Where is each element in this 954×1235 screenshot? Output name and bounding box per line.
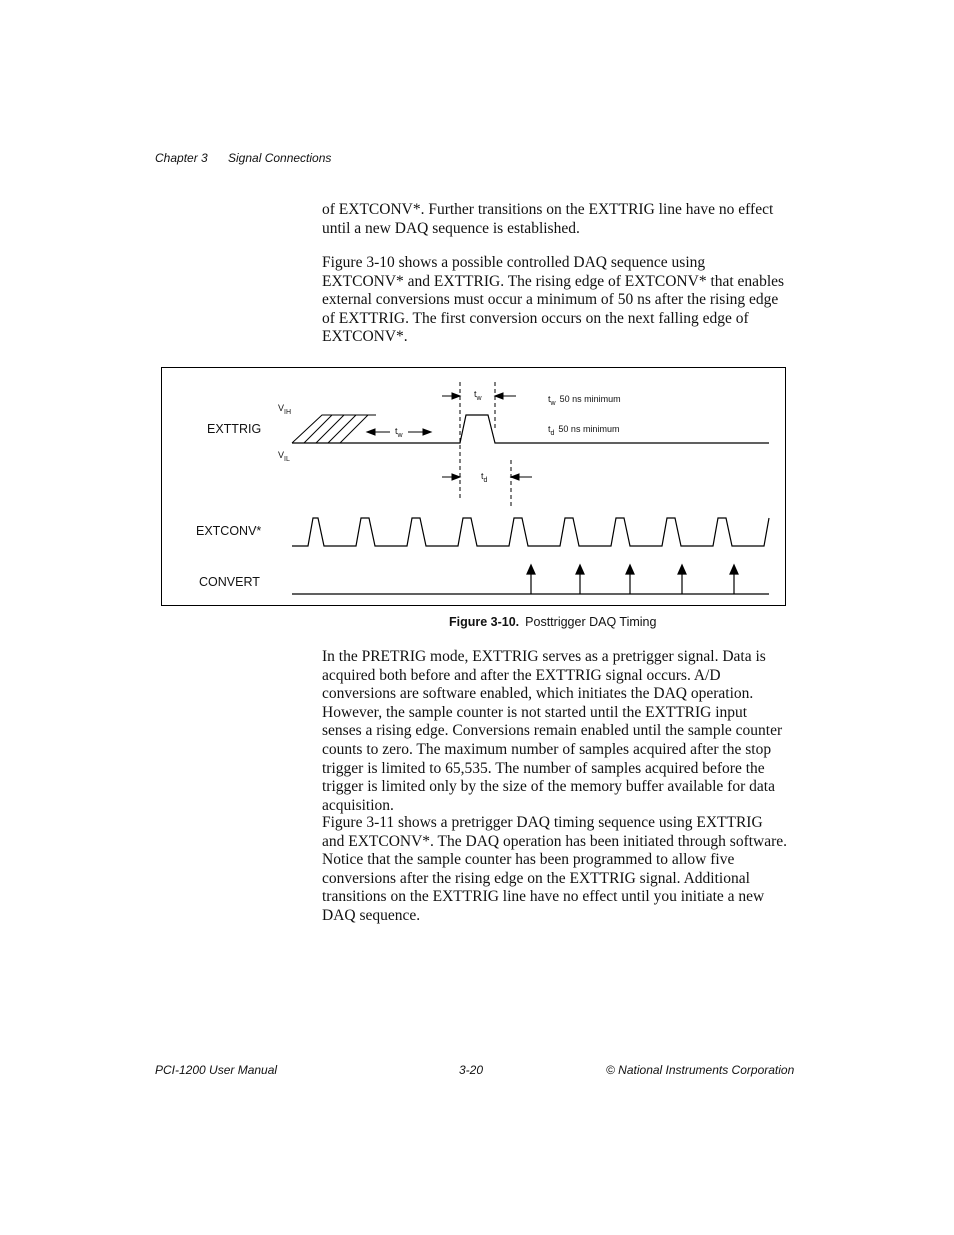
footer-page-number: 3-20 bbox=[459, 1063, 484, 1077]
exttrig-hatch bbox=[292, 415, 376, 443]
convert-pulse-head bbox=[576, 565, 584, 574]
convert-pulse-head bbox=[527, 565, 535, 574]
header-section: Signal Connections bbox=[228, 151, 332, 165]
convert-pulse-head bbox=[730, 565, 738, 574]
extconv-waveform bbox=[292, 518, 769, 546]
figure-number: Figure 3-10. bbox=[449, 615, 520, 629]
tw-label-left: $t_w$ bbox=[395, 426, 403, 439]
paragraph-3: In the PRETRIG mode, EXTTRIG serves as a pretrigger signal. Data is acquired both before and after the EXTTRIG signal occurs. A/D conversions are software enabled, which initiates the DAQ operation. However, the sample counter is not started until the EXTTRIG input senses a rising edge. Conversions remain enabled until the sample counter counts to zero. The maximum number of samples acquired after the stop trigger is limited to 65,535. The number of samples acquired before the trigger is limited only by the size of the memory buffer available for data acquisition. bbox=[322, 648, 783, 814]
timing-diagram bbox=[161, 367, 786, 606]
extconv-label: EXTCONV* bbox=[196, 524, 262, 538]
convert-pulses bbox=[527, 565, 738, 594]
td-note: $t_d$ 50 ns minimum bbox=[548, 424, 620, 437]
convert-pulse-head bbox=[626, 565, 634, 574]
convert-label: CONVERT bbox=[199, 575, 260, 589]
convert-pulse-head bbox=[678, 565, 686, 574]
timing-diagram-svg bbox=[162, 368, 785, 605]
header-chapter: Chapter 3 bbox=[155, 151, 208, 165]
paragraph-4: Figure 3-11 shows a pretrigger DAQ timing sequence using EXTTRIG and EXTCONV*. The DAQ operation has been initiated through software. Notice that the sample counter has been programmed to allow five conversions after the rising edge on the EXTTRIG signal. Additional transitions on the EXTTRIG line have no effect until you initiate a new DAQ sequence. bbox=[322, 814, 788, 924]
vih-label: $V_{IH}$ bbox=[278, 403, 292, 416]
paragraph-2: Figure 3-10 shows a possible controlled DAQ sequence using EXTCONV* and EXTTRIG. The rising edge of EXTCONV* that enables external conversions must occur a minimum of 50 ns after the rising edge of EXTTRIG. The first conversion occurs on the next falling edge of EXTCONV*. bbox=[322, 254, 785, 346]
tw-label-pulse: $t_w$ bbox=[474, 389, 482, 402]
footer-copyright: © National Instruments Corporation bbox=[606, 1063, 795, 1077]
vil-label: $V_{IL}$ bbox=[278, 450, 290, 463]
exttrig-label: EXTTRIG bbox=[207, 422, 262, 436]
tw-note: $t_w$ 50 ns minimum bbox=[548, 394, 621, 407]
footer-manual: PCI-1200 User Manual bbox=[155, 1063, 278, 1077]
figure-caption bbox=[449, 615, 656, 629]
paragraph-1: of EXTCONV*. Further transitions on the EXTTRIG line have no effect until a new DAQ sequence is established. bbox=[322, 201, 774, 237]
figure-title: Posttrigger DAQ Timing bbox=[525, 615, 657, 629]
td-label: $t_d$ bbox=[481, 471, 488, 484]
timing-reference-lines bbox=[460, 382, 511, 506]
